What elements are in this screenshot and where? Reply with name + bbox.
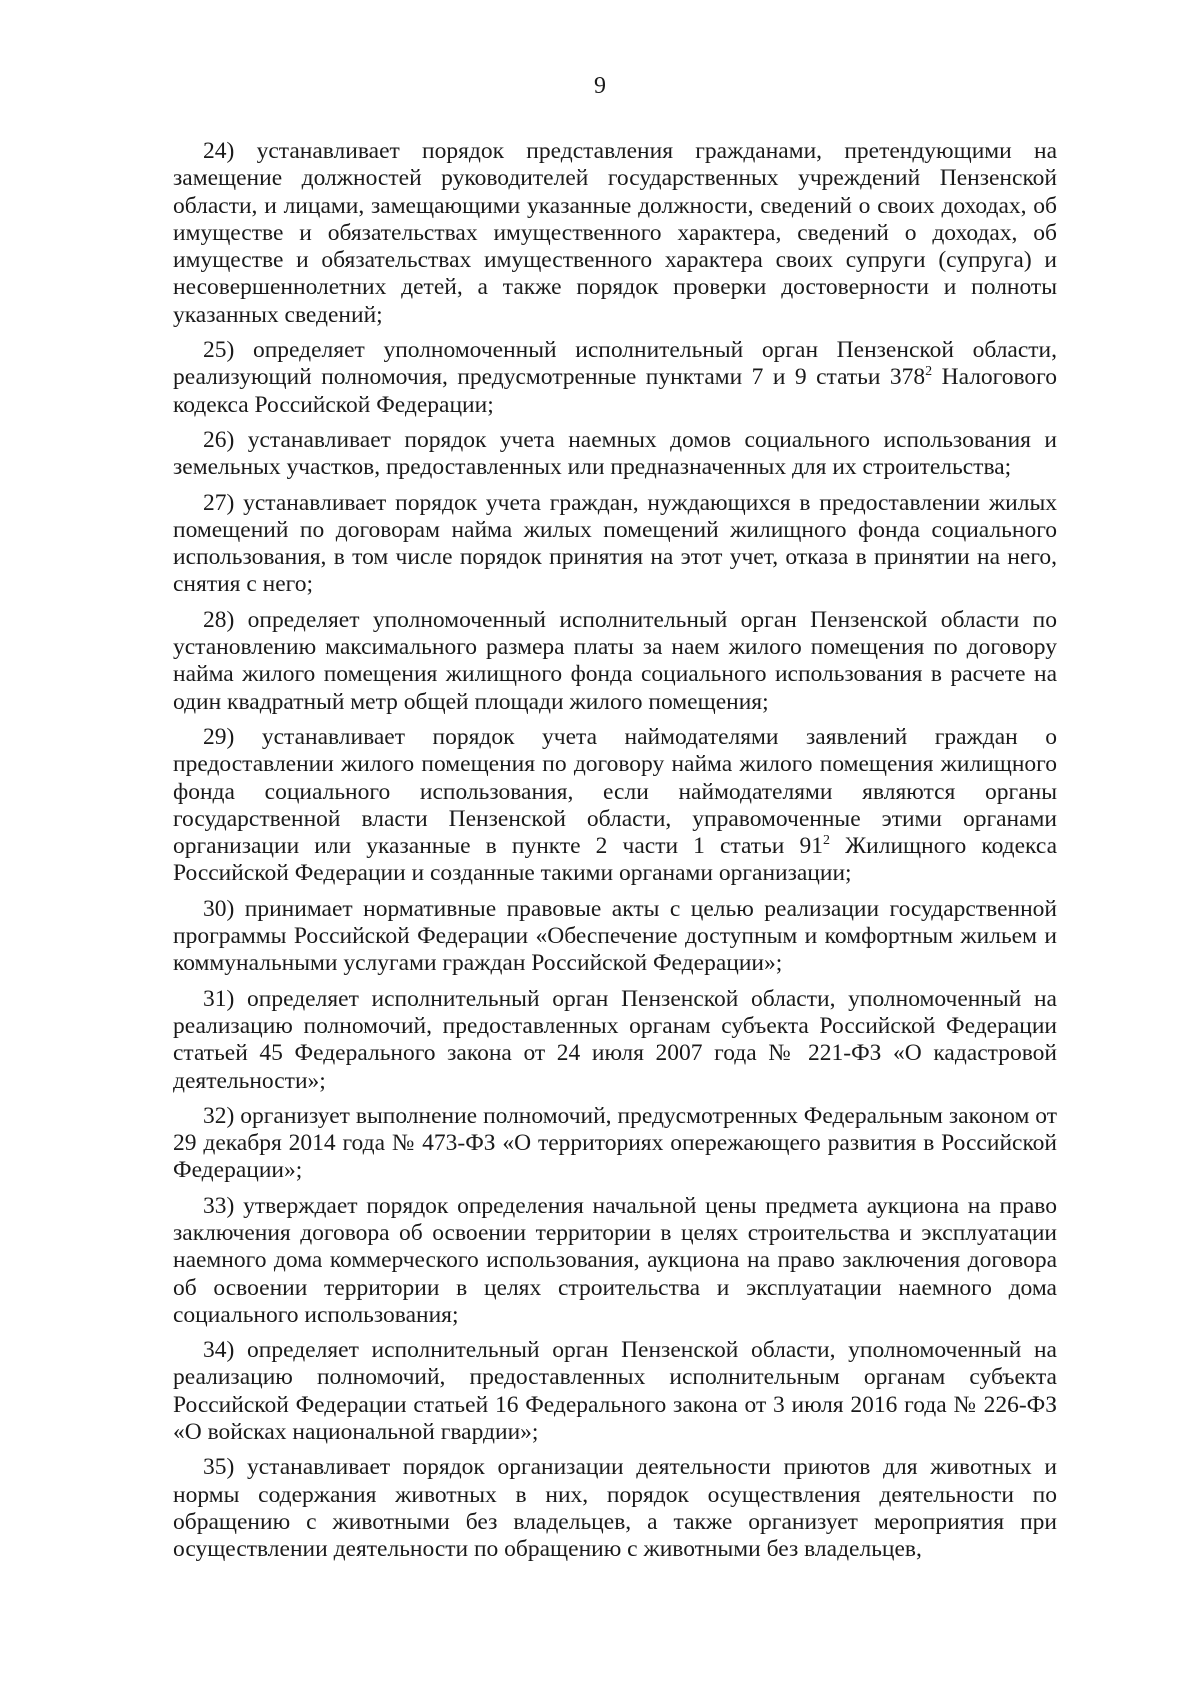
page-number: 9 <box>594 73 606 99</box>
paragraph-26: 26) устанавливает порядок учета наемных домов социального использования и земельных участков, предоставленных или предназначенных для их строительства; <box>173 426 1057 481</box>
document-body <box>173 138 1057 1572</box>
paragraph-35: 35) устанавливает порядок организации деятельности приютов для животных и нормы содержания животных в них, порядок осуществления деятельности по обращению с животными без владельцев, а также организует мероприятия при осуществлении деятельности по обращению с животными без владельцев, <box>173 1454 1057 1563</box>
superscript: 2 <box>822 833 830 849</box>
paragraph-31: 31) определяет исполнительный орган Пензенской области, уполномоченный на реализацию полномочий, предоставленных органам субъекта Российской Федерации статьей 45 Федерального закона от 24 июля 2007 года № 221-ФЗ «О кадастровой деятельности»; <box>173 985 1057 1094</box>
paragraph-32: 32) организует выполнение полномочий, предусмотренных Федеральным законом от 29 декабря 2014 года № 473-ФЗ «О территориях опережающего развития в Российской Федерации»; <box>173 1102 1057 1184</box>
paragraph-30: 30) принимает нормативные правовые акты с целью реализации государственной программы Российской Федерации «Обеспечение доступным и комфортным жильем и коммунальными услугами граждан Российской Федерации»; <box>173 895 1057 977</box>
paragraph-29: 29) устанавливает порядок учета наймодателями заявлений граждан о предоставлении жилого помещения по договору найма жилого помещения жилищного фонда социального использования, если наймодателями являются органы государственной власти Пензенской области, управомоченные этими органами организации или указанные в пункте 2 части 1 статьи $91^2$ Жилищного кодекса Российской Федерации и созданные такими органами организации; <box>173 723 1058 887</box>
paragraph-34: 34) определяет исполнительный орган Пензенской области, уполномоченный на реализацию полномочий, предоставленных исполнительным органам субъекта Российской Федерации статьей 16 Федерального закона от 3 июля 2016 года № 226-ФЗ «О войсках национальной гвардии»; <box>173 1337 1057 1446</box>
paragraph-25: 25) определяет уполномоченный исполнительный орган Пензенской области, реализующий полномочия, предусмотренные пунктами 7 и 9 статьи $378^2$ Налогового кодекса Российской Федерации; <box>173 337 1057 418</box>
paragraph-24: 24) устанавливает порядок представления гражданами, претендующими на замещение должностей руководителей государственных учреждений Пензенской области, и лицами, замещающими указанные должности, сведений о своих доходах, об имуществе и обязательствах имущественного характера, сведений о доходах, об имуществе и обязательствах имущественного характера своих супруги (супруга) и несовершеннолетних детей, а также порядок проверки достоверности и полноты указанных сведений; <box>173 138 1057 328</box>
paragraph-28: 28) определяет уполномоченный исполнительный орган Пензенской области по установлению максимального размера платы за наем жилого помещения по договору найма жилого помещения жилищного фонда социального использования в расчете на один квадратный метр общей площади жилого помещения; <box>173 606 1057 715</box>
superscript: 2 <box>925 364 933 380</box>
paragraph-33: 33) утверждает порядок определения начальной цены предмета аукциона на право заключения договора об освоении территории в целях строительства и эксплуатации наемного дома коммерческого использования, аукциона на право заключения договора об освоении территории в целях строительства и эксплуатации наемного дома социального использования; <box>173 1192 1057 1328</box>
paragraph-27: 27) устанавливает порядок учета граждан, нуждающихся в предоставлении жилых помещений по договорам найма жилых помещений жилищного фонда социального использования, в том числе порядок принятия на этот учет, отказа в принятии на него, снятия с него; <box>173 489 1057 598</box>
